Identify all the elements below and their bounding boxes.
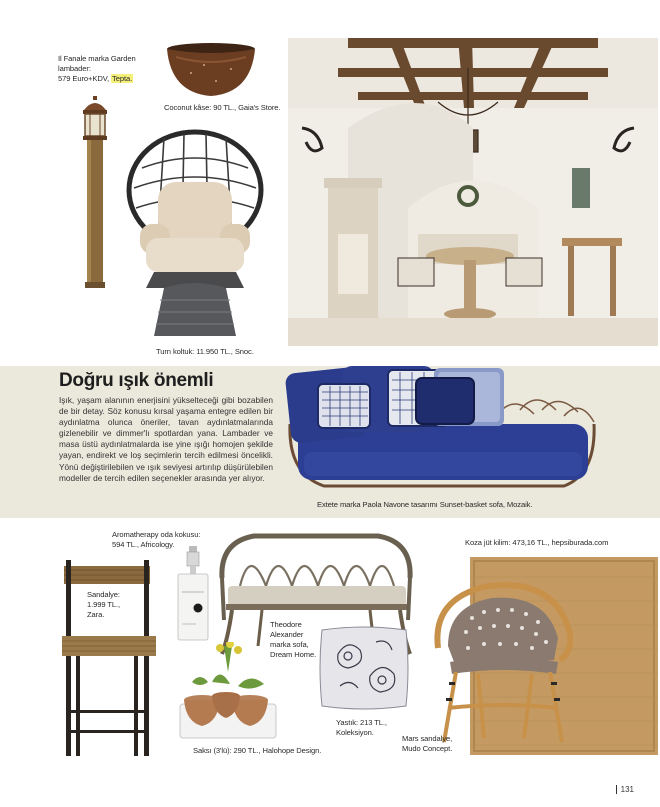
bench-caption: Theodore Alexander marka sofa, Dream Home. xyxy=(270,620,317,659)
lamp-caption: Il Fanale marka Garden lambader: 579 Euro+KDV, Tepta. xyxy=(58,54,136,83)
interior-photo xyxy=(288,38,658,346)
pots-image xyxy=(178,642,278,742)
article-headline: Doğru ışık önemli xyxy=(59,370,214,391)
turn-armchair-image xyxy=(124,128,266,342)
coconut-bowl-image xyxy=(166,43,256,97)
article-body: Işık, yaşam alanının enerjisini yükselteceği gibi bozabilen de bir detay. Söz konusu kırsal yaşama entegre edilen bir aydınlatma olunca öneriler, tavan aydınlatmalarında gizlenebilir ve dimmer'lı spotlardan yana. Lambader ve masa üstü aydınlatmalarda ise yine ışığı homojen şekilde yayan, endirekt ve loş seçimlerin tercih edilmesi öncelikli. Yönü değiştirilebilen ve ışık seviyesi artırılıp düşürülebilen modeller de tercih edilen seçenekler arasında yer alıyor. xyxy=(59,395,273,483)
bowl-caption: Coconut kâse: 90 TL., Gaia's Store. xyxy=(164,103,281,112)
pot-caption: Saksı (3'lü): 290 TL., Halohope Design. xyxy=(193,746,322,755)
rattan-chair-caption: Mars sandalye, Mudo Concept. xyxy=(402,734,453,753)
chair-caption: Sandalye: 1.999 TL., Zara. xyxy=(87,590,121,619)
garden-lamp-image xyxy=(76,96,114,288)
pillow-caption: Yastık: 213 TL., Koleksiyon. xyxy=(336,718,387,737)
rug-caption: Koza jüt kilim: 473,16 TL., hepsiburada.com xyxy=(465,538,609,547)
sunset-sofa-image xyxy=(284,364,602,494)
aroma-bottle-image xyxy=(176,546,210,642)
armchair-caption: Turn koltuk: 11.950 TL., Snoc. xyxy=(156,347,254,356)
page-number: 131 xyxy=(616,785,634,794)
mars-chair-image xyxy=(428,578,578,744)
paisley-pillow-image xyxy=(318,624,410,712)
aroma-caption: Aromatherapy oda kokusu: 594 TL., Africology. xyxy=(112,530,201,549)
sofa-caption: Extete marka Paola Navone tasarımı Sunset-basket sofa, Mozaik. xyxy=(317,500,533,509)
